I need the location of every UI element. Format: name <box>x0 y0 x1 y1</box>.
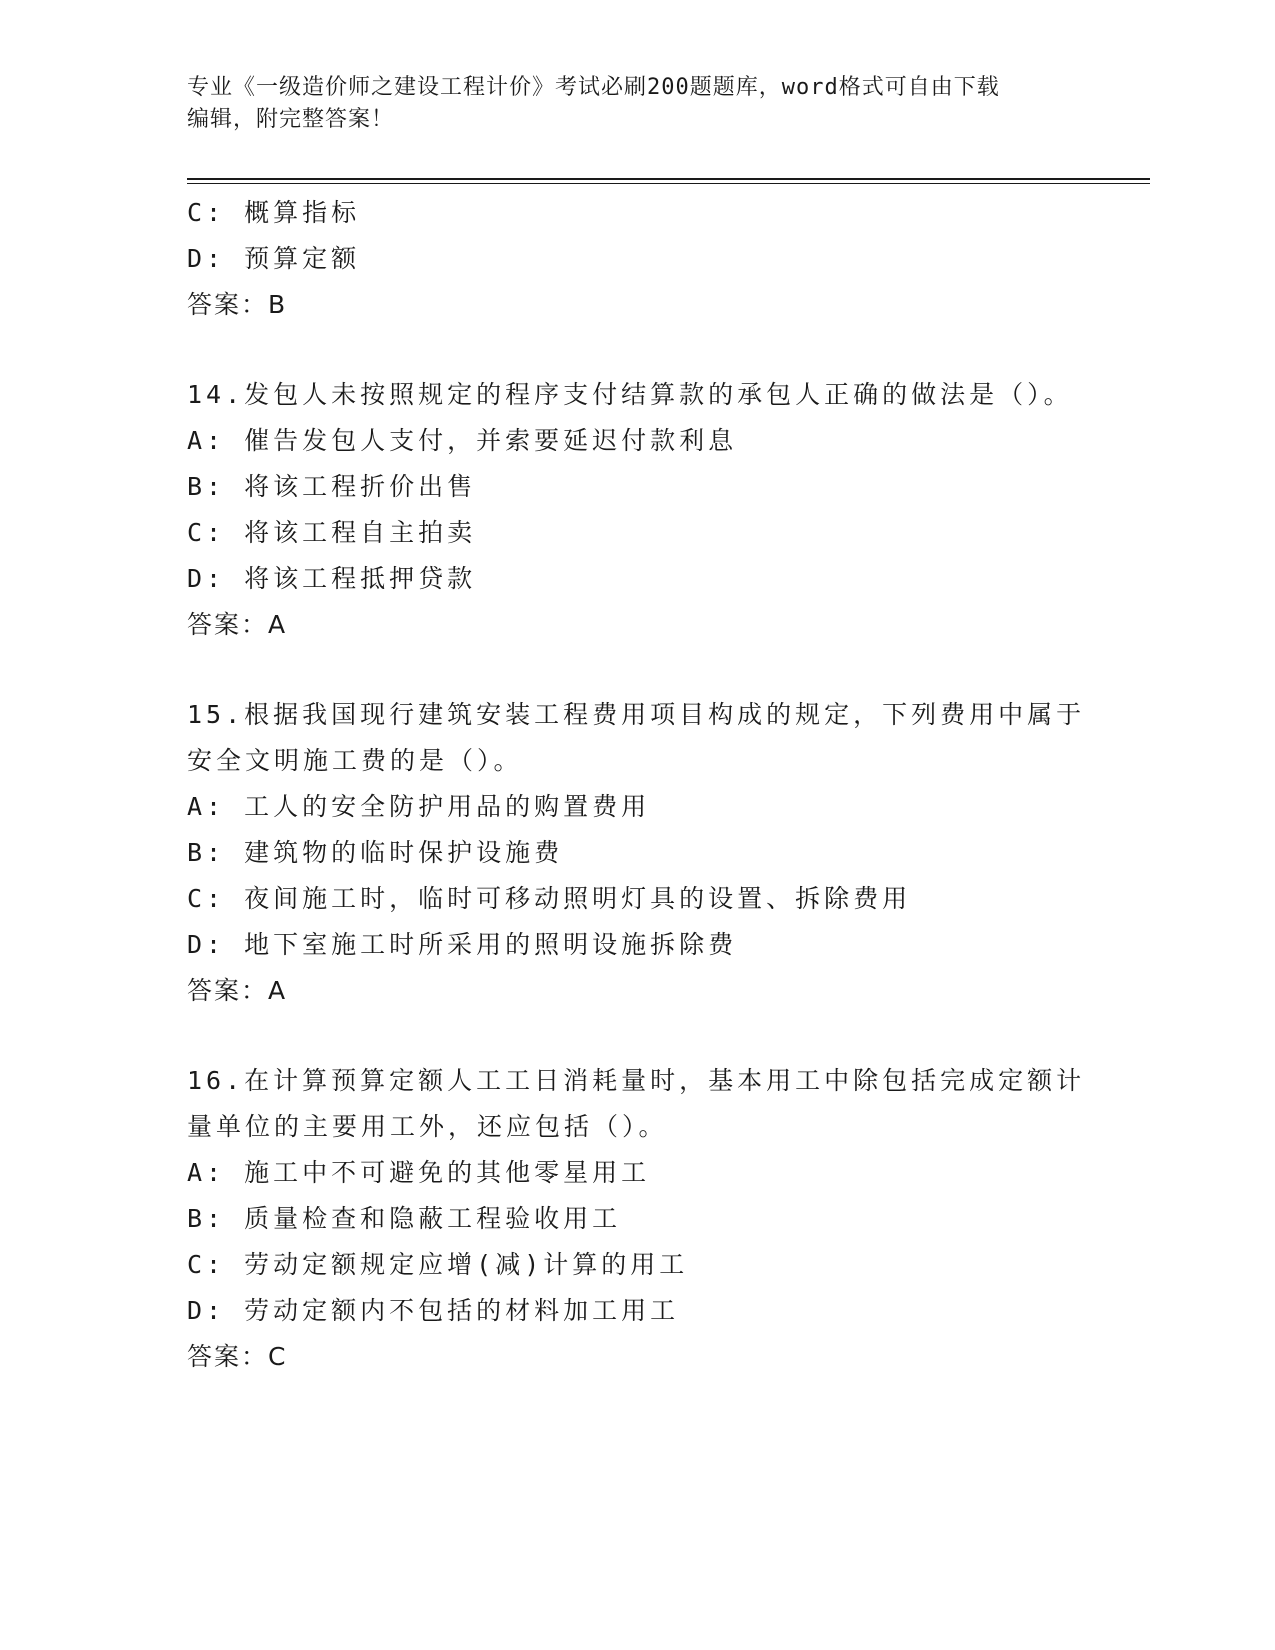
option-b: B: 质量检查和隐蔽工程验收用工 <box>187 1204 622 1233</box>
question-stem-line: 14.发包人未按照规定的程序支付结算款的承包人正确的做法是（）。 <box>187 380 1073 409</box>
option-c: C: 夜间施工时，临时可移动照明灯具的设置、拆除费用 <box>187 884 912 913</box>
option-d: D: 预算定额 <box>187 244 361 273</box>
option-a: A: 施工中不可避免的其他零星用工 <box>187 1158 651 1187</box>
question-stem <box>187 372 1087 418</box>
answer: 答案：A <box>187 610 288 639</box>
document-body <box>187 190 1087 1380</box>
option-c: C: 劳动定额规定应增(减)计算的用工 <box>187 1250 689 1279</box>
question-stem <box>187 692 1087 784</box>
header-rule-thick <box>187 178 1150 180</box>
header-line-1: 专业《一级造价师之建设工程计价》考试必刷200题题库，word格式可自由下载 <box>187 75 1000 100</box>
answer: 答案：C <box>187 1342 288 1371</box>
question-stem <box>187 1058 1087 1150</box>
page-header <box>187 72 1067 136</box>
header-line-2: 编辑，附完整答案！ <box>187 107 395 132</box>
header-rule-thin <box>187 183 1150 184</box>
option-b: B: 建筑物的临时保护设施费 <box>187 838 564 867</box>
question-stem-line: 16.在计算预算定额人工工日消耗量时，基本用工中除包括完成定额计 <box>187 1066 1086 1095</box>
answer: 答案：A <box>187 976 288 1005</box>
option-c: C: 概算指标 <box>187 198 361 227</box>
option-d: D: 劳动定额内不包括的材料加工用工 <box>187 1296 680 1325</box>
option-a: A: 工人的安全防护用品的购置费用 <box>187 792 651 821</box>
question-stem-line: 安全文明施工费的是（）。 <box>187 746 523 775</box>
question-stem-line: 15.根据我国现行建筑安装工程费用项目构成的规定，下列费用中属于 <box>187 700 1086 729</box>
option-b: B: 将该工程折价出售 <box>187 472 477 501</box>
option-c: C: 将该工程自主拍卖 <box>187 518 477 547</box>
question-15 <box>187 692 1087 1014</box>
question-14 <box>187 372 1087 648</box>
previous-question-tail <box>187 190 1087 328</box>
question-stem-line: 量单位的主要用工外，还应包括（）。 <box>187 1112 668 1141</box>
option-a: A: 催告发包人支付，并索要延迟付款利息 <box>187 426 738 455</box>
option-d: D: 地下室施工时所采用的照明设施拆除费 <box>187 930 738 959</box>
option-d: D: 将该工程抵押贷款 <box>187 564 477 593</box>
question-16 <box>187 1058 1087 1380</box>
answer: 答案：B <box>187 290 288 319</box>
